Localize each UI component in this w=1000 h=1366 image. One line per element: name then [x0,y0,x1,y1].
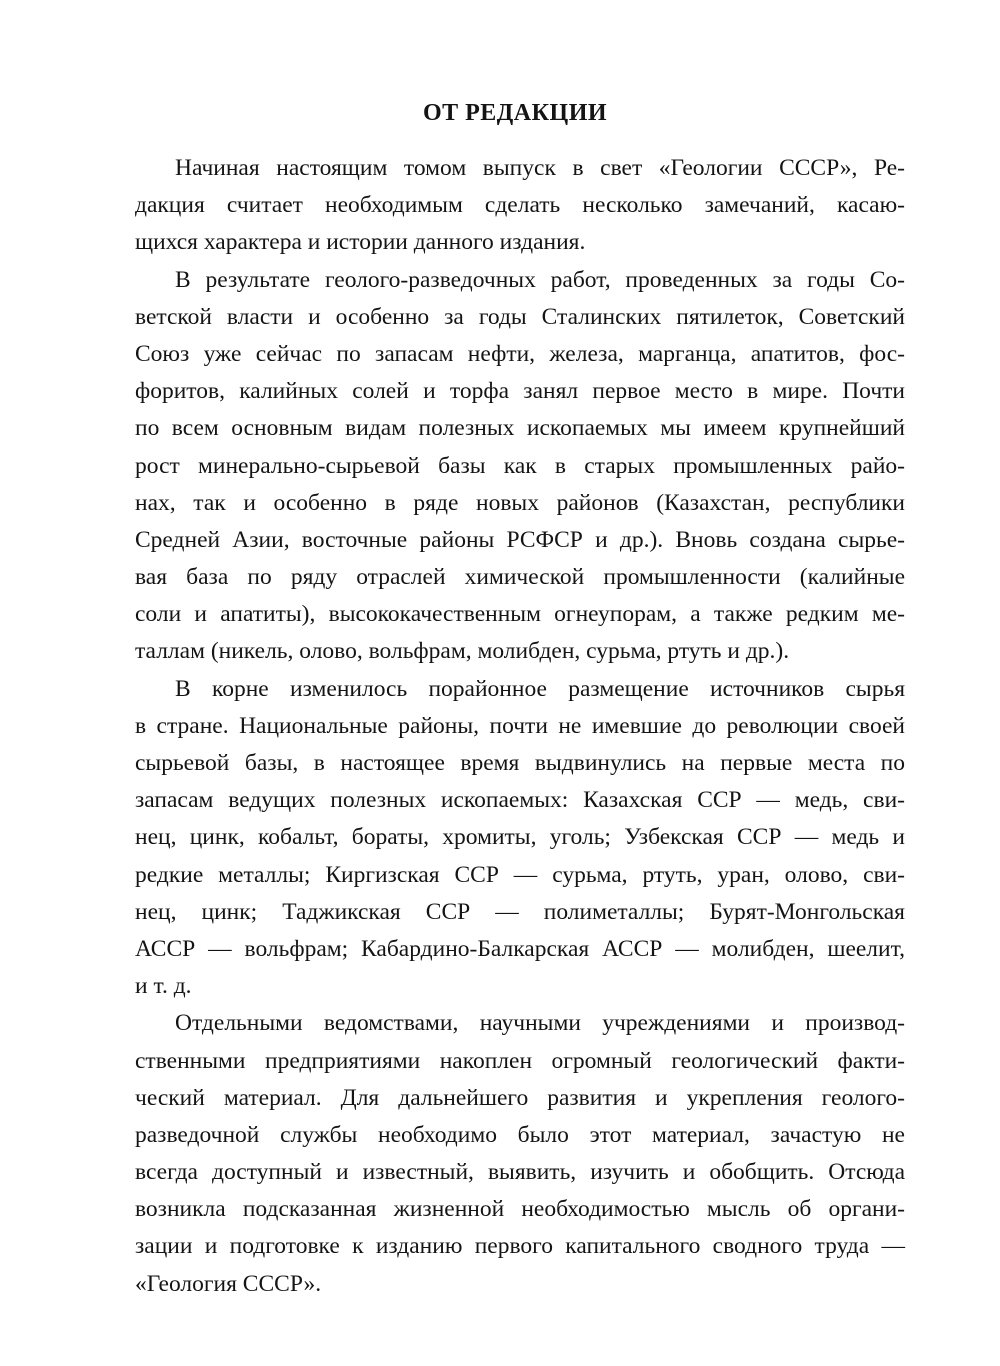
text-line: возникла подсказанная жизненной необходимостью мысль об органи- [135,1196,905,1223]
text-line: Начиная настоящим томом выпуск в свет «Геологии СССР», Ре- [175,155,905,181]
text-line: нец, цинк; Таджикская ССР — полиметаллы; Бурят-Монгольская [135,898,905,925]
text-line: зации и подготовке к изданию первого капитального сводного труда — [135,1233,905,1260]
text-line: Отдельными ведомствами, научными учреждениями и производ- [175,1010,905,1037]
text-line: редкие металлы; Киргизская ССР — сурьма, ртуть, уран, олово, сви- [135,861,905,888]
text-line: В корне изменилось порайонное размещение источников сырья [175,675,905,702]
text-line: ческий материал. Для дальнейшего развития и укрепления геолого- [135,1084,905,1111]
text-line: нец, цинк, кобальт, бораты, хромиты, уголь; Узбекская ССР — медь и [135,824,905,851]
text-line: форитов, калийных солей и торфа занял первое место в мире. Почти [135,378,905,405]
paragraph-3 [135,671,905,1006]
text-line: в стране. Национальные районы, почти не имевшие до революции своей [135,712,905,739]
text-line: АССР — вольфрам; Кабардино-Балкарская АССР — молибден, шеелит, [135,935,905,962]
text-line: Союз уже сейчас по запасам нефти, железа, марганца, апатитов, фос- [135,340,905,367]
text-line: рост минерально-сырьевой базы как в старых промышленных райо- [135,452,905,479]
text-line: запасам ведущих полезных ископаемых: Казахская ССР — медь, сви- [135,787,905,814]
text-line: соли и апатиты), высококачественным огнеупорам, а также редким ме- [135,601,905,628]
text-line: ственными предприятиями накоплен огромный геологический факти- [135,1047,905,1074]
page-title: ОТ РЕДАКЦИИ [422,100,608,126]
text-line: «Геология СССР». [135,1270,322,1297]
text-line: и т. д. [135,973,192,1000]
paragraph-2 [135,262,905,671]
text-line: Средней Азии, восточные районы РСФСР и др.). Вновь создана сырье- [135,526,905,553]
paragraph-4 [135,1005,905,1303]
text-line: щихся характера и истории данного издания. [135,229,586,256]
text-line: нах, так и особенно в ряде новых районов (Казахстан, республики [135,489,905,516]
text-line: таллам (никель, олово, вольфрам, молибден, сурьма, ртуть и др.). [135,638,790,665]
text-line: по всем основным видам полезных ископаемых мы имеем крупнейший [135,415,905,442]
body-text [135,150,905,1303]
text-line: дакция считает необходимым сделать несколько замечаний, касаю- [135,192,905,219]
text-line: всегда доступный и известный, выявить, изучить и обобщить. Отсюда [135,1159,905,1186]
paragraph-1 [135,150,905,262]
text-line: разведочной службы необходимо было этот материал, зачастую не [135,1121,905,1148]
text-line: ветской власти и особенно за годы Сталинских пятилеток, Советский [135,303,905,330]
text-line: сырьевой базы, в настоящее время выдвинулись на первые места по [135,750,905,776]
text-line: вая база по ряду отраслей химической промышленности (калийные [135,564,905,591]
text-line: В результате геолого-разведочных работ, проведенных за годы Со- [175,266,905,293]
